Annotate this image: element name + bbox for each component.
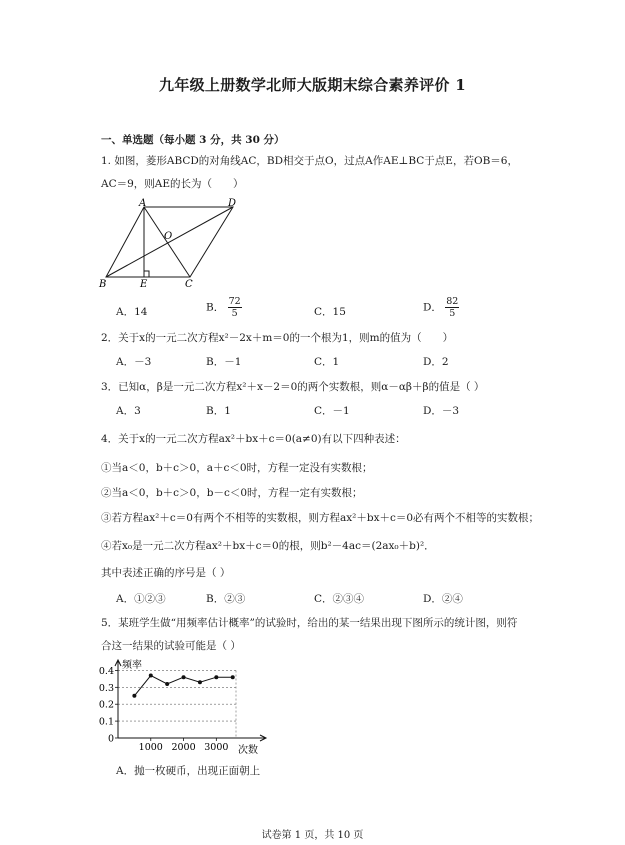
q4-option-c: C．②③④ bbox=[314, 593, 365, 605]
point-label-d: D bbox=[228, 198, 237, 209]
q2-option-c: C．1 bbox=[314, 356, 340, 368]
y-tick-label-3: 0.3 bbox=[98, 682, 114, 694]
x-tick-label-2: 3000 bbox=[204, 742, 229, 753]
q5-stem-line2: 合这一结果的试验可能是（ ） bbox=[101, 640, 241, 652]
data-point-3 bbox=[182, 675, 186, 679]
q1-option-d bbox=[423, 296, 459, 319]
y-tick-label-1: 0.1 bbox=[98, 716, 114, 728]
rhombus-figure bbox=[96, 195, 246, 290]
q1-option-d-num: 82 bbox=[446, 296, 459, 307]
q1-option-b-num: 72 bbox=[228, 296, 241, 307]
q1-option-a: A．14 bbox=[116, 306, 148, 318]
q4-option-b: B．②③ bbox=[206, 593, 246, 605]
q5-stem-line1: 5．某班学生做“用频率估计概率”的试验时，给出的某一结果出现下图所示的统计图，则符 bbox=[101, 617, 518, 629]
page-footer: 试卷第 1 页，共 10 页 bbox=[261, 830, 364, 841]
y-tick-label-0: 0 bbox=[107, 733, 114, 745]
q4-statement-3: ③若方程ax²＋c＝0有两个不相等的实数根，则方程ax²＋bx＋c＝0必有两个不相等的实数根； bbox=[101, 512, 540, 524]
q4-stem: 4．关于x的一元二次方程ax²＋bx＋c＝0(a≠0)有以下四种表述： bbox=[101, 433, 406, 445]
q3-option-d: D．－3 bbox=[423, 405, 460, 417]
q1-stem-line2: AC＝9，则AE的长为（ ） bbox=[101, 178, 244, 190]
page-title: 九年级上册数学北师大版期末综合素养评价 1 bbox=[159, 76, 466, 94]
section-header: 一、单选题（每小题 3 分，共 30 分） bbox=[101, 134, 285, 146]
q3-option-a: A．3 bbox=[116, 405, 141, 417]
q4-option-a: A．①②③ bbox=[116, 593, 166, 605]
q2-option-a: A．－3 bbox=[116, 356, 152, 368]
q1-option-b-fraction bbox=[228, 296, 242, 319]
q5-option-a: A．抛一枚硬币，出现正面朝上 bbox=[116, 765, 261, 777]
point-label-b: B bbox=[99, 279, 107, 290]
y-tick-label-2: 0.2 bbox=[98, 699, 114, 711]
frequency-chart bbox=[93, 657, 273, 757]
right-angle-mark bbox=[144, 271, 149, 277]
q2-option-d: D．2 bbox=[423, 356, 449, 368]
q1-option-b-den: 5 bbox=[231, 308, 238, 319]
q4-statement-4: ④若x₀是一元二次方程ax²＋bx＋c＝0的根，则b²－4ac＝(2ax₀＋b)²． bbox=[101, 540, 435, 552]
q3-option-c: C．－1 bbox=[314, 405, 350, 417]
point-label-a: A bbox=[139, 198, 147, 209]
data-point-5 bbox=[214, 675, 218, 679]
q4-option-d: D．②④ bbox=[423, 593, 463, 605]
q3-option-b: B．1 bbox=[206, 405, 231, 417]
point-label-c: C bbox=[185, 279, 193, 290]
diagonal-ac bbox=[144, 207, 190, 277]
data-point-2 bbox=[165, 682, 169, 686]
data-point-0 bbox=[132, 694, 136, 698]
data-point-4 bbox=[198, 680, 202, 684]
q1-option-d-prefix: D． bbox=[423, 301, 442, 314]
q4-statement-1: ①当a＜0，b＋c＞0，a＋c＜0时，方程一定没有实数根； bbox=[101, 462, 373, 474]
q1-option-b-prefix: B． bbox=[206, 301, 225, 314]
q2-option-b: B．－1 bbox=[206, 356, 242, 368]
data-point-1 bbox=[149, 674, 153, 678]
q1-option-d-den: 5 bbox=[449, 308, 456, 319]
y-tick-label-4: 0.4 bbox=[98, 665, 114, 677]
q4-statement-2: ②当a＜0，b＋c＞0，b－c＜0时，方程一定有实数根； bbox=[101, 487, 363, 499]
point-label-e: E bbox=[140, 279, 148, 290]
q2-stem: 2．关于x的一元二次方程x²－2x＋m＝0的一个根为1，则m的值为（ ） bbox=[101, 332, 454, 344]
q3-stem: 3．已知α，β是一元二次方程x²＋x－2＝0的两个实数根，则α－αβ＋β的值是（ ） bbox=[101, 381, 485, 393]
y-axis-title: 频率 bbox=[122, 660, 142, 671]
q1-option-c: C．15 bbox=[314, 306, 346, 318]
q1-option-b bbox=[206, 296, 242, 319]
q1-option-d-fraction bbox=[445, 296, 459, 319]
point-label-o: O bbox=[164, 231, 173, 242]
x-tick-label-1: 2000 bbox=[171, 742, 196, 753]
q1-stem-line1: 1. 如图，菱形ABCD的对角线AC，BD相交于点O，过点A作AE⊥BC于点E，若OB＝6， bbox=[101, 155, 518, 167]
data-point-6 bbox=[231, 675, 235, 679]
q4-ask: 其中表述正确的序号是（ ） bbox=[101, 567, 231, 579]
x-tick-label-0: 1000 bbox=[138, 742, 163, 753]
x-axis-title: 次数 bbox=[238, 745, 258, 756]
